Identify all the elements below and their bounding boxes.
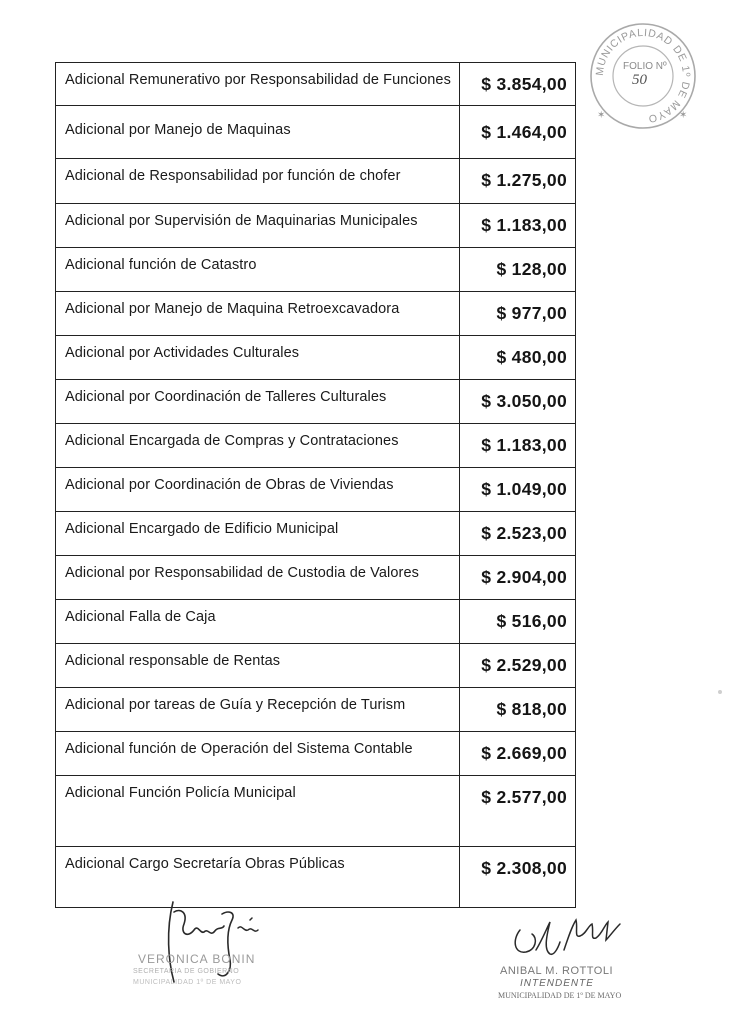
signatory-right-name: ANIBAL M. ROTTOLI [500, 965, 614, 977]
signatory-left-subtitle: MUNICIPALIDAD 1º DE MAYO [133, 979, 242, 986]
table-row [56, 204, 575, 248]
row-amount: $ 2.669,00 [481, 743, 567, 763]
row-label: Adicional por Coordinación de Obras de Viviendas [56, 468, 460, 511]
table-row [56, 556, 575, 600]
table-row [56, 732, 575, 776]
row-label: Adicional función de Catastro [56, 248, 460, 291]
table-row [56, 248, 575, 292]
signatory-right-subtitle: MUNICIPALIDAD DE 1º DE MAYO [498, 991, 622, 1000]
row-amount: $ 2.904,00 [481, 567, 567, 587]
table-row [56, 468, 575, 512]
row-label: Adicional función de Operación del Sistema Contable [56, 732, 460, 775]
table-row [56, 106, 575, 159]
table-row [56, 688, 575, 732]
row-amount: $ 1.275,00 [481, 170, 567, 190]
row-amount: $ 1.049,00 [481, 479, 567, 499]
signatory-left-name: VERONICA BONIN [138, 952, 256, 966]
svg-text:✶: ✶ [679, 110, 688, 121]
allowances-table [55, 62, 576, 908]
row-amount: $ 3.854,00 [481, 74, 567, 94]
row-amount: $ 2.308,00 [481, 858, 567, 878]
row-amount: $ 2.523,00 [481, 523, 567, 543]
row-label: Adicional Encargado de Edificio Municipal [56, 512, 460, 555]
table-row [56, 63, 575, 106]
svg-text:✶: ✶ [597, 110, 606, 121]
row-label: Adicional por Actividades Culturales [56, 336, 460, 379]
signatory-right-title: INTENDENTE [520, 978, 594, 989]
row-label: Adicional Cargo Secretaría Obras Públicas [56, 847, 460, 907]
row-amount: $ 516,00 [496, 611, 567, 631]
row-label: Adicional Falla de Caja [56, 600, 460, 643]
row-label: Adicional por Supervisión de Maquinarias Municipales [56, 204, 460, 247]
row-amount: $ 480,00 [496, 347, 567, 367]
table-row [56, 380, 575, 424]
row-amount: $ 1.464,00 [481, 122, 567, 142]
row-label: Adicional por Manejo de Maquina Retroexcavadora [56, 292, 460, 335]
row-label: Adicional por Coordinación de Talleres Culturales [56, 380, 460, 423]
row-amount: $ 2.577,00 [481, 787, 567, 807]
folio-label: FOLIO Nº [623, 61, 667, 72]
row-label: Adicional Función Policía Municipal [56, 776, 460, 846]
table-row [56, 336, 575, 380]
row-label: Adicional Encargada de Compras y Contrataciones [56, 424, 460, 467]
row-label: Adicional Remunerativo por Responsabilidad de Funciones [56, 63, 460, 105]
table-row [56, 159, 575, 204]
folio-number: 50 [632, 72, 647, 88]
row-amount: $ 2.529,00 [481, 655, 567, 675]
row-label: Adicional por Manejo de Maquinas [56, 106, 460, 158]
table-row [56, 424, 575, 468]
row-amount: $ 977,00 [496, 303, 567, 323]
signatory-left-title: SECRETARIA DE GOBIERNO [133, 968, 240, 975]
scan-speck [718, 690, 722, 694]
stamp-ring-text: MUNICIPALIDAD DE 1º DE MAYO [593, 26, 693, 125]
table-row [56, 644, 575, 688]
row-label: Adicional por tareas de Guía y Recepción de Turism [56, 688, 460, 731]
row-amount: $ 1.183,00 [481, 435, 567, 455]
row-label: Adicional de Responsabilidad por función de chofer [56, 159, 460, 203]
row-label: Adicional responsable de Rentas [56, 644, 460, 687]
row-amount: $ 818,00 [496, 699, 567, 719]
table-row [56, 776, 575, 847]
row-label: Adicional por Responsabilidad de Custodia de Valores [56, 556, 460, 599]
row-amount: $ 3.050,00 [481, 391, 567, 411]
table-row [56, 292, 575, 336]
table-row [56, 512, 575, 556]
table-row [56, 600, 575, 644]
row-amount: $ 128,00 [496, 259, 567, 279]
row-amount: $ 1.183,00 [481, 215, 567, 235]
